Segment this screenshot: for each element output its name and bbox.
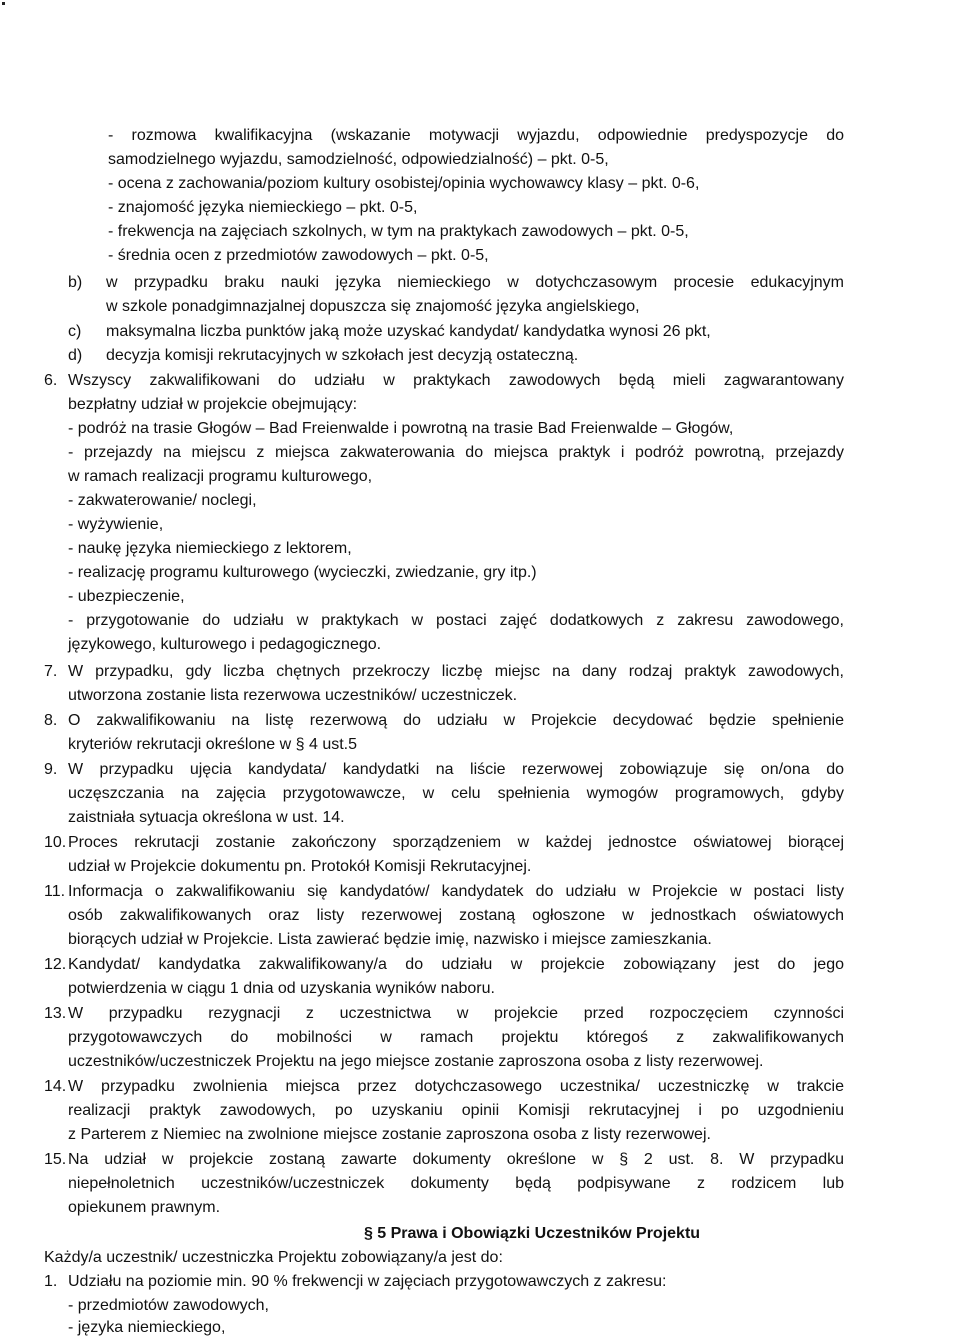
list-item-line: biorących udział w Projekcie. Lista zawierać będzie imię, nazwisko i miejsce zamieszkania. (68, 931, 712, 948)
sublist-item: - przedmiotów zawodowych, (68, 1297, 269, 1314)
list-number: 14. (44, 1078, 67, 1095)
list-number: 11. (44, 883, 66, 900)
list-number: 9. (44, 761, 58, 778)
list-item-line: zaistniała sytuacja określona w ust. 14. (68, 809, 345, 826)
sub-item-line: w szkole ponadgimnazjalnej dopuszcza się znajomość języka angielskiego, (106, 298, 640, 315)
criteria-line: samodzielnego wyjazdu, samodzielność, odpowiedzialność) – pkt. 0-5, (108, 151, 609, 168)
list-item-line: Na udział w projekcie zostaną zawarte dokumenty określone w § 2 ust. 8. W przypadku (68, 1151, 844, 1168)
list-item-line: w ramach realizacji programu kulturowego, (68, 468, 373, 485)
list-item-line: opiekunem prawnym. (68, 1199, 221, 1216)
list-item-line: utworzona zostanie lista rezerwowa uczestników/ uczestniczek. (68, 687, 518, 704)
criteria-line: - frekwencja na zajęciach szkolnych, w tym na praktykach zawodowych – pkt. 0-5, (108, 223, 689, 240)
list-item-line: O zakwalifikowaniu na listę rezerwową do udziału w Projekcie decydować będzie spełnienie (68, 712, 844, 729)
list-number: 1. (44, 1273, 58, 1290)
list-number: 6. (44, 372, 58, 389)
list-item-line: - przygotowanie do udziału w praktykach w postaci zajęć dodatkowych z zakresu zawodowego, (68, 612, 844, 629)
criteria-line: - ocena z zachowania/poziom kultury osobistej/opinia wychowawcy klasy – pkt. 0-6, (108, 175, 700, 192)
list-item-line: osób zakwalifikowanych oraz listy rezerwowej zostaną ogłoszone w jednostkach oświatowych (68, 907, 844, 924)
sub-item-line: decyzja komisji rekrutacyjnych w szkołach jest decyzją ostateczną. (106, 347, 579, 364)
list-number: 8. (44, 712, 58, 729)
list-item-line: Proces rekrutacji zostanie zakończony sporządzeniem w każdej jednostce oświatowej biorącej (68, 834, 844, 851)
list-item-line: przygotowawczych do mobilności w ramach projektu któregoś z zakwalifikowanych (68, 1029, 844, 1046)
list-item-line: - realizację programu kulturowego (wycieczki, zwiedzanie, gry itp.) (68, 564, 537, 581)
list-item-line: potwierdzenia w ciągu 1 dnia od uzyskania wyników naboru. (68, 980, 495, 997)
list-item-line: Kandydat/ kandydatka zakwalifikowany/a do udziału w projekcie zobowiązany jest do jego (68, 956, 844, 973)
criteria-line: - znajomość języka niemieckiego – pkt. 0-5, (108, 199, 418, 216)
list-item-line: realizacji praktyk zawodowych, po uzyskaniu opinii Komisji rekrutacyjnej i po uzgodnieniu (68, 1102, 844, 1119)
sub-item-line: w przypadku braku nauki języka niemieckiego w dotychczasowym procesie edukacyjnym (106, 274, 844, 291)
section-heading (0, 1222, 960, 1245)
list-number: 7. (44, 663, 58, 680)
list-item-line: W przypadku, gdy liczba chętnych przekroczy liczbę miejsc na dany rodzaj praktyk zawodowych, (68, 663, 844, 680)
list-item-line: niepełnoletnich uczestników/uczestniczek dokumenty będą podpisywane z rodzicem lub (68, 1175, 844, 1192)
list-item-line: Udziału na poziomie min. 90 % frekwencji w zajęciach przygotowawczych z zakresu: (68, 1273, 667, 1290)
sub-item-marker: b) (68, 274, 83, 291)
list-number: 15. (44, 1151, 67, 1168)
scan-mark (2, 2, 5, 5)
list-item-line: kryteriów rekrutacji określone w § 4 ust.5 (68, 736, 357, 753)
list-item-line: udział w Projekcie dokumentu pn. Protokół Komisji Rekrutacyjnej. (68, 858, 532, 875)
sub-item-marker: c) (68, 323, 82, 340)
list-item-line: - naukę języka niemieckiego z lektorem, (68, 540, 352, 557)
list-item-line: - ubezpieczenie, (68, 588, 185, 605)
list-item-line: uczestników/uczestniczek Projektu na jego miejsce zostanie zaproszona osoba z listy rezerwowej. (68, 1053, 764, 1070)
sub-item-marker: d) (68, 347, 83, 364)
list-item-line: bezpłatny udział w projekcie obejmujący: (68, 396, 358, 413)
list-item-line: W przypadku rezygnacji z uczestnictwa w projekcie przed rozpoczęciem czynności (68, 1005, 844, 1022)
list-item-line: W przypadku ujęcia kandydata/ kandydatki na liście rezerwowej zobowiązuje się on/ona do (68, 761, 844, 778)
criteria-line: - rozmowa kwalifikacyjna (wskazanie motywacji wyjazdu, odpowiednie predyspozycje do (108, 127, 844, 144)
list-number: 13. (44, 1005, 67, 1022)
list-item-line: Wszyscy zakwalifikowani do udziału w praktykach zawodowych będą mieli zagwarantowany (68, 372, 844, 389)
criteria-line: - średnia ocen z przedmiotów zawodowych – pkt. 0-5, (108, 247, 489, 264)
list-item-line: - zakwaterowanie/ noclegi, (68, 492, 257, 509)
list-item-line: językowego, kulturowego i pedagogicznego. (68, 636, 382, 653)
list-item-line: Informacja o zakwalifikowaniu się kandydatów/ kandydatek do udziału w Projekcie w postaci listy (68, 883, 844, 900)
list-number: 10. (44, 834, 67, 851)
list-item-line: uczęszczania na zajęcia przygotowawcze, w celu spełnienia wymogów programowych, gdyby (68, 785, 844, 802)
list-item-line: z Parterem z Niemiec na zwolnione miejsce zostanie zaproszona osoba z listy rezerwowej. (68, 1126, 711, 1143)
section-intro: Każdy/a uczestnik/ uczestniczka Projektu zobowiązany/a jest do: (44, 1249, 503, 1266)
sublist-item: - języka niemieckiego, (68, 1319, 226, 1336)
section-heading-text: § 5 Prawa i Obowiązki Uczestników Projektu (363, 1225, 701, 1242)
list-item-line: - przejazdy na miejscu z miejsca zakwaterowania do miejsca praktyk i podróż powrotną, przejazdy (68, 444, 844, 461)
list-number: 12. (44, 956, 67, 973)
list-item-line: - podróż na trasie Głogów – Bad Freienwalde i powrotną na trasie Bad Freienwalde – Głogów, (68, 420, 734, 437)
list-item-line: W przypadku zwolnienia miejsca przez dotychczasowego uczestnika/ uczestniczkę w trakcie (68, 1078, 844, 1095)
list-item-line: - wyżywienie, (68, 516, 164, 533)
sub-item-line: maksymalna liczba punktów jaką może uzyskać kandydat/ kandydatka wynosi 26 pkt, (106, 323, 711, 340)
